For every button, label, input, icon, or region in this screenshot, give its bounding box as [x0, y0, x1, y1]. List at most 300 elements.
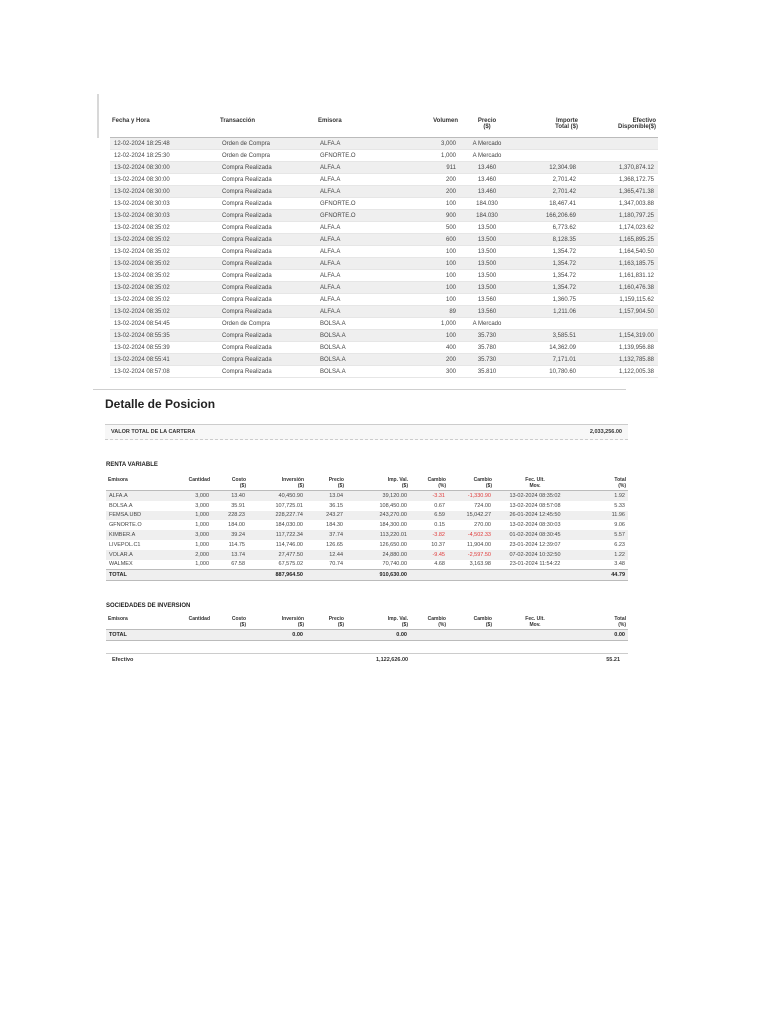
- table-row: [110, 342, 658, 354]
- table-cell: 1,161,831.12: [580, 270, 658, 282]
- table-cell: 10.37: [431, 541, 445, 548]
- table-row: [106, 550, 628, 560]
- table-cell: 2,701.42: [514, 174, 580, 186]
- table-cell: 1,122,005.38: [580, 366, 658, 378]
- table-cell: 9.06: [614, 522, 625, 529]
- total-cell: [410, 570, 448, 581]
- column-header: Efectivo Disponible($): [580, 118, 658, 138]
- table-cell: 184.00: [228, 522, 245, 529]
- table-cell: 1,000: [195, 522, 209, 529]
- table-cell: 13.500: [460, 258, 514, 270]
- table-row: [106, 501, 628, 511]
- sociedades-header-row: [106, 616, 628, 630]
- total-cell: [306, 570, 346, 581]
- table-cell: -9.45: [410, 550, 448, 560]
- table-cell: ALFA.A: [316, 138, 402, 150]
- table-cell: 39.24: [212, 530, 248, 540]
- table-cell: ALFA.A: [316, 294, 402, 306]
- table-cell: Compra Realizada: [218, 246, 316, 258]
- table-cell: 3,000: [168, 491, 212, 501]
- table-cell: 6.23: [614, 541, 625, 548]
- table-cell: 11.96: [576, 511, 628, 521]
- renta-variable-body: [106, 491, 628, 581]
- table-cell: 1,354.72: [514, 246, 580, 258]
- table-row: [110, 318, 658, 330]
- table-cell: WALMEX: [109, 561, 133, 568]
- table-row: [110, 354, 658, 366]
- table-cell: 89: [402, 306, 460, 318]
- table-cell: 1,000: [195, 561, 209, 568]
- table-cell: 1,132,785.88: [580, 354, 658, 366]
- total-cell: 910,630.00: [346, 570, 410, 581]
- table-cell: 13.500: [460, 234, 514, 246]
- table-cell: A Mercado: [460, 150, 514, 162]
- table-cell: 35.91: [231, 502, 245, 509]
- table-cell: 1,370,874.12: [580, 162, 658, 174]
- table-row: [110, 138, 658, 150]
- table-cell: 12.44: [306, 550, 346, 560]
- total-cell: TOTAL: [106, 570, 168, 581]
- table-cell: 1,139,956.88: [580, 342, 658, 354]
- table-cell: 114,746.00: [275, 541, 303, 548]
- table-cell: 200: [402, 186, 460, 198]
- total-row: [106, 630, 628, 641]
- total-cell: [306, 630, 346, 641]
- table-cell: 3,000: [402, 138, 460, 150]
- table-cell: -2,597.50: [448, 550, 494, 560]
- table-cell: 1.22: [576, 550, 628, 560]
- table-cell: Orden de Compra: [218, 318, 316, 330]
- table-row: [110, 198, 658, 210]
- table-cell: Compra Realizada: [218, 282, 316, 294]
- table-cell: 3,000: [168, 530, 212, 540]
- table-cell: -4,502.33: [448, 530, 494, 540]
- table-cell: [514, 138, 580, 150]
- table-row: [110, 258, 658, 270]
- table-cell: [580, 150, 658, 162]
- table-cell: 184.030: [460, 198, 514, 210]
- table-cell: 1,164,540.50: [580, 246, 658, 258]
- table-cell: 11,904.00: [466, 541, 491, 548]
- renta-variable-table: [106, 477, 628, 581]
- table-cell: ALFA.A: [106, 491, 168, 501]
- total-cell: 0.00: [576, 630, 628, 641]
- table-cell: 15,042.27: [448, 511, 494, 521]
- table-cell: ALFA.A: [316, 246, 402, 258]
- table-cell: Compra Realizada: [218, 162, 316, 174]
- table-cell: 39,120.00: [346, 491, 410, 501]
- table-cell: 100: [402, 270, 460, 282]
- table-cell: 5.57: [576, 530, 628, 540]
- table-cell: Compra Realizada: [218, 198, 316, 210]
- transactions-header-row: [110, 118, 658, 138]
- table-cell: ALFA.A: [316, 174, 402, 186]
- table-row: [110, 174, 658, 186]
- table-row: [110, 210, 658, 222]
- portfolio-total-value: 2,033,256.00: [589, 429, 622, 435]
- table-cell: 13.460: [460, 162, 514, 174]
- table-row: [106, 520, 628, 530]
- panel-edge: [97, 94, 99, 138]
- column-header: Importe Total ($): [514, 118, 580, 138]
- table-cell: 600: [402, 234, 460, 246]
- table-cell: 3.48: [614, 561, 625, 568]
- table-cell: 1,165,895.25: [580, 234, 658, 246]
- table-cell: 18,467.41: [514, 198, 580, 210]
- table-cell: 3,163.98: [469, 561, 491, 568]
- table-cell: 1,354.72: [514, 282, 580, 294]
- table-cell: 7,171.01: [514, 354, 580, 366]
- table-cell: Compra Realizada: [218, 222, 316, 234]
- total-cell: 44.79: [576, 570, 628, 581]
- table-cell: 108,450.00: [379, 502, 407, 509]
- table-row: [110, 150, 658, 162]
- table-cell: 228,227.74: [248, 511, 306, 521]
- table-cell: 13-02-2024 08:35:02: [110, 306, 218, 318]
- column-header: Cambio ($): [448, 616, 494, 630]
- table-cell: 1,360.75: [514, 294, 580, 306]
- table-cell: 40,450.90: [248, 491, 306, 501]
- table-cell: Compra Realizada: [218, 366, 316, 378]
- table-cell: 23-01-2024 11:54:22: [509, 561, 561, 568]
- total-cell: 887,964.50: [248, 570, 306, 581]
- table-cell: 13-02-2024 08:30:00: [110, 174, 218, 186]
- table-cell: 13-02-2024 08:30:03: [110, 210, 218, 222]
- column-header: Imp. Val. ($): [346, 616, 410, 630]
- table-cell: 13-02-2024 08:35:02: [110, 270, 218, 282]
- column-header: Emisora: [106, 477, 168, 491]
- table-cell: 243,270.00: [346, 511, 410, 521]
- table-cell: Compra Realizada: [218, 270, 316, 282]
- table-cell: 911: [402, 162, 460, 174]
- table-cell: 184,300.00: [379, 522, 407, 529]
- table-cell: 13.500: [460, 270, 514, 282]
- column-header: Precio ($): [460, 118, 514, 138]
- column-header: Fec. Ult. Mov.: [494, 616, 576, 630]
- table-cell: 184.30: [326, 522, 343, 529]
- table-cell: 13.560: [460, 306, 514, 318]
- table-cell: Compra Realizada: [218, 342, 316, 354]
- total-cell: [494, 570, 576, 581]
- table-cell: 500: [402, 222, 460, 234]
- total-cell: [212, 630, 248, 641]
- table-cell: 13.40: [212, 491, 248, 501]
- table-cell: 13-02-2024 08:35:02: [110, 258, 218, 270]
- table-cell: 2,701.42: [514, 186, 580, 198]
- total-cell: [168, 630, 212, 641]
- table-cell: 24,880.00: [346, 550, 410, 560]
- column-header: Costo ($): [212, 616, 248, 630]
- table-cell: 13-02-2024 08:35:02: [110, 234, 218, 246]
- table-row: [110, 222, 658, 234]
- table-cell: 1,159,115.62: [580, 294, 658, 306]
- table-cell: 3,585.51: [514, 330, 580, 342]
- table-cell: ALFA.A: [316, 186, 402, 198]
- table-cell: Compra Realizada: [218, 330, 316, 342]
- table-cell: 13-02-2024 08:35:02: [494, 491, 576, 501]
- table-cell: 1,160,476.38: [580, 282, 658, 294]
- table-cell: 1,347,003.88: [580, 198, 658, 210]
- table-cell: 13.500: [460, 282, 514, 294]
- table-cell: 724.00: [474, 502, 491, 509]
- table-cell: -3.31: [410, 491, 448, 501]
- table-cell: 4.68: [434, 561, 445, 568]
- table-cell: 1,000: [168, 511, 212, 521]
- table-cell: 900: [402, 210, 460, 222]
- table-cell: GFNORTE.O: [316, 210, 402, 222]
- table-cell: 35.780: [460, 342, 514, 354]
- table-cell: 1,163,185.75: [580, 258, 658, 270]
- table-cell: 13-02-2024 08:30:00: [110, 186, 218, 198]
- table-cell: 07-02-2024 10:32:50: [494, 550, 576, 560]
- table-cell: 100: [402, 246, 460, 258]
- column-header: Inversión ($): [248, 477, 306, 491]
- table-cell: 100: [402, 258, 460, 270]
- table-cell: [580, 318, 658, 330]
- efectivo-value: 1,122,626.00: [376, 657, 409, 663]
- table-cell: 1,354.72: [514, 258, 580, 270]
- table-row: [110, 330, 658, 342]
- table-cell: Compra Realizada: [218, 294, 316, 306]
- table-cell: 35.730: [460, 354, 514, 366]
- table-cell: 26-01-2024 12:45:50: [494, 511, 576, 521]
- table-cell: 12,304.98: [514, 162, 580, 174]
- table-cell: 1,174,023.62: [580, 222, 658, 234]
- sociedades-table: [106, 616, 628, 641]
- total-cell: [212, 570, 248, 581]
- table-cell: ALFA.A: [316, 282, 402, 294]
- total-row: [106, 570, 628, 581]
- table-cell: Compra Realizada: [218, 174, 316, 186]
- table-cell: [580, 138, 658, 150]
- table-cell: 1,354.72: [514, 270, 580, 282]
- column-header: Precio ($): [306, 477, 346, 491]
- table-cell: [514, 150, 580, 162]
- column-header: Costo ($): [212, 477, 248, 491]
- column-header: Inversión ($): [248, 616, 306, 630]
- total-cell: [494, 630, 576, 641]
- table-cell: 1,211.06: [514, 306, 580, 318]
- table-cell: 400: [402, 342, 460, 354]
- table-cell: 67,575.02: [278, 561, 303, 568]
- table-cell: 13.74: [212, 550, 248, 560]
- table-cell: 13.460: [460, 186, 514, 198]
- table-cell: A Mercado: [460, 138, 514, 150]
- column-header: Cambio (%): [410, 616, 448, 630]
- table-cell: FEMSA.UBD: [106, 511, 168, 521]
- column-header: Transacción: [218, 118, 316, 138]
- column-header: Emisora: [106, 616, 168, 630]
- table-cell: 5.33: [614, 502, 625, 509]
- column-header: Precio ($): [306, 616, 346, 630]
- table-cell: Compra Realizada: [218, 306, 316, 318]
- table-cell: 1,365,471.38: [580, 186, 658, 198]
- table-cell: 100: [402, 282, 460, 294]
- table-cell: 13-02-2024 08:30:03: [110, 198, 218, 210]
- table-cell: 01-02-2024 08:30:45: [494, 530, 576, 540]
- table-cell: 13.560: [460, 294, 514, 306]
- table-cell: Compra Realizada: [218, 258, 316, 270]
- table-cell: 27,477.50: [248, 550, 306, 560]
- table-cell: 0.15: [434, 522, 445, 529]
- table-cell: 70,740.00: [382, 561, 407, 568]
- table-cell: 228.23: [212, 511, 248, 521]
- table-cell: ALFA.A: [316, 306, 402, 318]
- table-cell: GFNORTE.O: [316, 150, 402, 162]
- table-row: [110, 162, 658, 174]
- table-cell: [514, 318, 580, 330]
- column-header: Emisora: [316, 118, 402, 138]
- table-cell: 13.04: [306, 491, 346, 501]
- table-cell: 1,000: [195, 541, 209, 548]
- table-row: [110, 234, 658, 246]
- column-header: Fecha y Hora: [110, 118, 218, 138]
- table-cell: VOLAR.A: [106, 550, 168, 560]
- table-cell: 100: [402, 198, 460, 210]
- table-cell: 13.460: [460, 174, 514, 186]
- table-cell: BOLSA.A: [316, 342, 402, 354]
- table-cell: 35.810: [460, 366, 514, 378]
- table-cell: 1,154,319.00: [580, 330, 658, 342]
- sociedades-heading: SOCIEDADES DE INVERSION: [106, 603, 191, 609]
- table-cell: 70.74: [329, 561, 343, 568]
- table-cell: GFNORTE.O: [109, 522, 142, 529]
- page-title: Detalle de Posicion: [105, 397, 216, 411]
- total-cell: [448, 630, 494, 641]
- table-cell: 13-02-2024 08:35:02: [110, 246, 218, 258]
- table-cell: KIMBER.A: [106, 530, 168, 540]
- table-cell: 8,128.35: [514, 234, 580, 246]
- table-cell: 6.59: [410, 511, 448, 521]
- table-cell: -3.82: [410, 530, 448, 540]
- table-cell: ALFA.A: [316, 270, 402, 282]
- table-cell: 13-02-2024 08:35:02: [110, 222, 218, 234]
- table-cell: 300: [402, 366, 460, 378]
- table-row: [110, 282, 658, 294]
- table-cell: 13-02-2024 08:55:39: [110, 342, 218, 354]
- table-cell: BOLSA.A: [316, 366, 402, 378]
- table-cell: 1.92: [576, 491, 628, 501]
- table-cell: 36.15: [329, 502, 343, 509]
- table-cell: Compra Realizada: [218, 234, 316, 246]
- renta-variable-header-row: [106, 477, 628, 491]
- table-cell: 1,000: [402, 318, 460, 330]
- table-cell: 200: [402, 354, 460, 366]
- table-cell: 0.67: [434, 502, 445, 509]
- table-cell: 13-02-2024 08:57:08: [110, 366, 218, 378]
- table-cell: 13-02-2024 08:30:00: [110, 162, 218, 174]
- table-cell: 12-02-2024 18:25:48: [110, 138, 218, 150]
- table-cell: BOLSA.A: [316, 330, 402, 342]
- total-cell: [410, 630, 448, 641]
- table-cell: 1,157,904.50: [580, 306, 658, 318]
- table-cell: 107,725.01: [275, 502, 303, 509]
- table-row: [110, 270, 658, 282]
- table-cell: 270.00: [474, 522, 491, 529]
- table-cell: 1,000: [402, 150, 460, 162]
- table-row: [106, 511, 628, 521]
- table-cell: 1,368,172.75: [580, 174, 658, 186]
- efectivo-row: [106, 653, 628, 664]
- table-cell: 117,722.34: [248, 530, 306, 540]
- divider: [93, 389, 626, 390]
- table-row: [106, 540, 628, 550]
- table-cell: 100: [402, 330, 460, 342]
- table-cell: Orden de Compra: [218, 138, 316, 150]
- table-cell: GFNORTE.O: [316, 198, 402, 210]
- table-cell: 13-02-2024 08:55:35: [110, 330, 218, 342]
- table-cell: 13.500: [460, 246, 514, 258]
- table-row: [110, 294, 658, 306]
- position-detail-panel: [93, 389, 678, 672]
- table-row: [110, 306, 658, 318]
- transactions-panel: [97, 94, 670, 380]
- table-cell: 126.65: [326, 541, 343, 548]
- total-cell: TOTAL: [106, 630, 168, 641]
- table-cell: ALFA.A: [316, 162, 402, 174]
- column-header: Cantidad: [168, 616, 212, 630]
- table-cell: 3,000: [195, 502, 209, 509]
- table-cell: 113,220.01: [346, 530, 410, 540]
- table-cell: ALFA.A: [316, 222, 402, 234]
- table-cell: 184.030: [460, 210, 514, 222]
- column-header: Imp. Val. ($): [346, 477, 410, 491]
- table-cell: A Mercado: [460, 318, 514, 330]
- table-cell: 14,362.09: [514, 342, 580, 354]
- table-cell: 243.27: [306, 511, 346, 521]
- table-cell: 13-02-2024 08:54:45: [110, 318, 218, 330]
- portfolio-total-bar: [105, 424, 628, 440]
- table-cell: 35.730: [460, 330, 514, 342]
- table-row: [110, 246, 658, 258]
- table-cell: 200: [402, 174, 460, 186]
- table-cell: 13-02-2024 08:55:41: [110, 354, 218, 366]
- table-cell: Compra Realizada: [218, 210, 316, 222]
- table-cell: 13.500: [460, 222, 514, 234]
- table-cell: 184,030.00: [275, 522, 303, 529]
- table-cell: ALFA.A: [316, 258, 402, 270]
- table-cell: 10,780.60: [514, 366, 580, 378]
- sociedades-body: [106, 630, 628, 641]
- table-row: [110, 186, 658, 198]
- table-row: [106, 491, 628, 501]
- efectivo-percent: 55.21: [606, 657, 620, 663]
- table-row: [110, 366, 658, 378]
- column-header: Cantidad: [168, 477, 212, 491]
- renta-variable-heading: RENTA VARIABLE: [106, 462, 158, 468]
- table-cell: 1,180,797.25: [580, 210, 658, 222]
- table-cell: 6,773.62: [514, 222, 580, 234]
- table-cell: BOLSA.A: [316, 318, 402, 330]
- table-cell: 166,206.69: [514, 210, 580, 222]
- table-cell: 13-02-2024 08:35:02: [110, 294, 218, 306]
- table-cell: Compra Realizada: [218, 186, 316, 198]
- table-cell: 67.58: [231, 561, 245, 568]
- column-header: Cambio ($): [448, 477, 494, 491]
- table-cell: -1,330.90: [448, 491, 494, 501]
- transactions-table: [110, 118, 658, 378]
- column-header: Cambio (%): [410, 477, 448, 491]
- table-cell: 13-02-2024 08:30:03: [509, 522, 561, 529]
- table-cell: BOLSA.A: [316, 354, 402, 366]
- total-cell: [168, 570, 212, 581]
- table-cell: 23-01-2024 12:39:07: [509, 541, 561, 548]
- transactions-body: [110, 138, 658, 378]
- table-row: [106, 560, 628, 570]
- table-cell: 100: [402, 294, 460, 306]
- column-header: Total (%): [576, 616, 628, 630]
- table-cell: ALFA.A: [316, 234, 402, 246]
